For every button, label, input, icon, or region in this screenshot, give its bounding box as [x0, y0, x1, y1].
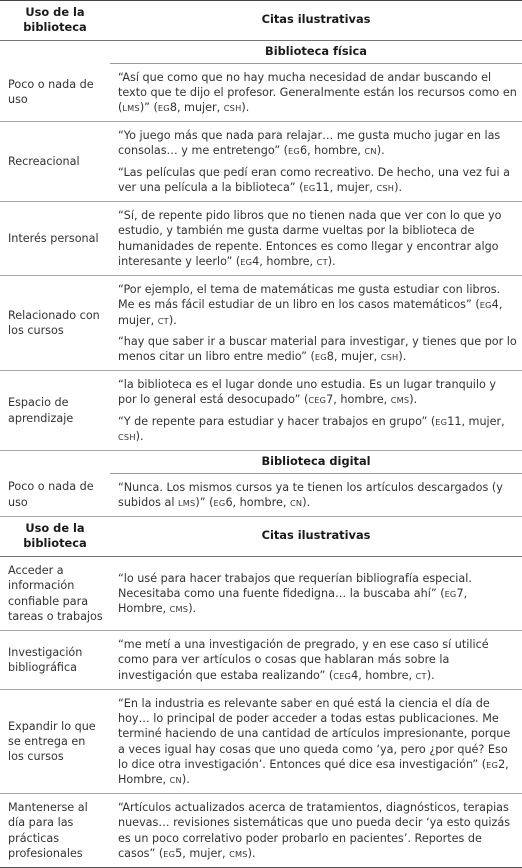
quote-text: )” (	[195, 495, 214, 509]
table-row	[0, 473, 522, 516]
quote	[118, 377, 518, 407]
quote	[118, 571, 518, 617]
quotes-cell	[110, 122, 522, 202]
quote-text: “Artículos actualizados acerca de tratamientos, diagnósticos, terapias nuevas… revisiones sistemáticas que uno pueda decir ‘ya esto quizás es un poco correlativo poder probarlo en pacientes’. Reportes de casos” (	[118, 801, 511, 860]
participant-info: 5, mujer,	[175, 846, 230, 860]
table-row	[0, 202, 522, 276]
quote-text: ).	[426, 668, 435, 682]
quote-text: “Las películas que pedí eran como recreativo. De hecho, una vez fui a ver una película a la biblioteca” (	[118, 165, 511, 194]
header-uso: Uso de la biblioteca	[0, 517, 110, 557]
table-row	[0, 371, 522, 451]
quotes-cell	[110, 276, 522, 371]
faculty-code: CSH	[223, 102, 242, 113]
quote-text: “Por ejemplo, el tema de matemáticas me gusta estudiar con libros. Me es más fácil estudiar de un libro en los casos matemáticos” (	[118, 283, 501, 312]
quote-text: “Yo juego más que nada para relajar… me gusta mucho jugar en las consolas… y me entretengo” (	[118, 129, 501, 158]
quote-text: ).	[409, 393, 418, 407]
participant-info: 8, mujer,	[326, 350, 381, 364]
table-row	[0, 557, 522, 631]
table-row	[0, 122, 522, 202]
quote	[118, 637, 518, 683]
quote-text: ).	[302, 495, 311, 509]
table-row	[0, 63, 522, 122]
faculty-code: CT	[316, 256, 328, 267]
quote-text: ).	[241, 100, 250, 114]
participant-info: 4, hombre,	[252, 254, 317, 268]
quote-text: “Y de repente para estudiar y hacer trabajos en grupo” (	[118, 414, 436, 428]
faculty-code: CSH	[380, 352, 399, 363]
quote	[118, 208, 518, 269]
interview-group-code: EG	[303, 182, 316, 193]
quote	[118, 282, 518, 328]
interview-group-code: EG	[288, 146, 300, 157]
interview-group-code: CEG	[333, 670, 352, 681]
quote-text: ).	[181, 772, 190, 786]
interview-group-code: EG	[240, 256, 253, 267]
quote	[118, 165, 518, 195]
use-label: Investigación bibliográfica	[0, 631, 110, 690]
quotes-cell	[110, 631, 522, 690]
quote-text: “Sí, de repente pido libros que no tienen nada que ver con lo que yo estudio, y también me gusta darme vueltas por la biblioteca de humanidades de repente. Entonces es como llegar y encontrar algo interesante y leerlo” (	[118, 209, 502, 268]
quote	[118, 414, 518, 444]
table-row	[0, 276, 522, 371]
citations-table-body	[0, 1, 522, 868]
faculty-code: CSH	[118, 431, 136, 442]
faculty-code: CMS	[390, 395, 410, 406]
use-label: Relacionado con los cursos	[0, 276, 110, 371]
quote-text: “Así que como que no hay mucha necesidad de andar buscando el texto que te dijo el profesor. Generalmente están los recursos como en (	[118, 70, 517, 114]
participant-info: 7, Hombre,	[118, 587, 468, 616]
use-label: Interés personal	[0, 202, 110, 276]
participant-info: 8, mujer,	[169, 100, 224, 114]
participant-info: 2, Hombre,	[118, 757, 509, 786]
interview-group-code: EG	[444, 589, 457, 599]
table-header-row-repeat	[0, 517, 522, 557]
source-code: LMS	[177, 497, 196, 508]
quote-text: “lo usé para hacer trabajos que requerían bibliografía especial. Necesitaba como una fuente fidedigna… la buscaba ahí” (	[118, 571, 472, 600]
quote-text: “hay que saber ir a buscar material para investigar, y tienes que por lo menos citar un libro entre medio” (	[118, 334, 517, 364]
faculty-code: CN	[289, 497, 303, 508]
faculty-code: CN	[364, 146, 377, 157]
use-label: Recreacional	[0, 122, 110, 202]
use-label: Poco o nada de uso	[0, 473, 110, 516]
interview-group-code: EG	[435, 416, 448, 427]
quote-text: ).	[376, 144, 385, 158]
quotes-cell	[110, 794, 522, 868]
quotes-cell	[110, 557, 522, 631]
interview-group-code: EG	[314, 352, 327, 363]
quote	[118, 696, 518, 787]
quotes-cell	[110, 202, 522, 276]
interview-group-code: EG	[163, 848, 176, 859]
quote-text: ).	[135, 429, 144, 443]
quote-text: )” (	[139, 100, 158, 114]
header-citas: Citas ilustrativas	[110, 1, 522, 41]
quote-text: ).	[394, 180, 403, 194]
use-label: Poco o nada de uso	[0, 63, 110, 122]
faculty-code: CN	[169, 774, 182, 785]
participant-info: 6, hombre,	[225, 495, 290, 509]
interview-group-code: EG	[157, 102, 170, 113]
quote-text: ).	[188, 602, 197, 616]
quote-text: “la biblioteca es el lugar donde uno estudia. Es un lugar tranquilo y por lo general está desocupado” (	[118, 378, 497, 407]
quotes-cell	[110, 473, 522, 516]
quotes-cell	[110, 371, 522, 451]
participant-info: 7, hombre,	[326, 393, 391, 407]
table-row	[0, 631, 522, 690]
quote-text: ).	[398, 350, 407, 364]
quotes-cell	[110, 689, 522, 793]
use-label: Mantenerse al día para las prácticas profesionales	[0, 794, 110, 868]
faculty-code: CT	[415, 670, 427, 681]
faculty-code: CMS	[229, 848, 248, 859]
table-header-row	[0, 1, 522, 41]
interview-group-code: EG	[479, 300, 492, 311]
section-blank	[0, 41, 110, 64]
quote	[118, 128, 518, 158]
header-uso: Uso de la biblioteca	[0, 1, 110, 41]
section-blank	[0, 451, 110, 474]
quote-text: “Nunca. Los mismos cursos ya te tienen los artículos descargados (y subidos al	[118, 480, 503, 509]
interview-group-code: CEG	[308, 395, 327, 406]
participant-info: 4, hombre,	[351, 668, 416, 682]
quote	[118, 800, 518, 861]
participant-info: 4, mujer,	[118, 298, 503, 327]
section-title: Biblioteca física	[110, 41, 522, 64]
faculty-code: CT	[157, 315, 169, 326]
table-row	[0, 689, 522, 793]
participant-info: 11, mujer,	[447, 414, 505, 428]
use-label: Expandir lo que se entrega en los cursos	[0, 689, 110, 793]
interview-group-code: EG	[213, 497, 226, 508]
quote-text: ).	[247, 846, 256, 860]
participant-info: 11, mujer,	[315, 180, 377, 194]
quote-text: “En la industria es relevante saber en qué está la ciencia el día de hoy… lo principal de poder acceder a todas estas publicaciones. Me terminé haciendo de una cantidad de artículos impresionante, porque a veces igual hay cosas que uno queda como ‘ya, pero ¿por qué? Eso lo dice otra investigación’. Entonces qué dice esa investigación” (	[118, 696, 511, 771]
use-label: Espacio de aprendizaje	[0, 371, 110, 451]
quote	[118, 70, 518, 116]
header-citas: Citas ilustrativas	[110, 517, 522, 557]
faculty-code: CMS	[169, 604, 189, 615]
section-title: Biblioteca digital	[110, 451, 522, 474]
table-row	[0, 794, 522, 868]
section-header-row	[0, 41, 522, 64]
quotes-cell	[110, 63, 522, 122]
section-header-row	[0, 451, 522, 474]
participant-info: 6, hombre,	[299, 144, 365, 158]
use-label: Acceder a información confiable para tareas o trabajos	[0, 557, 110, 631]
quote	[118, 334, 518, 364]
faculty-code: CSH	[376, 182, 395, 193]
quote-text: ).	[327, 254, 336, 268]
source-code: LMS	[122, 102, 140, 113]
quote	[118, 480, 518, 510]
quote-text: ).	[168, 313, 177, 327]
interview-group-code: EG	[486, 759, 499, 770]
quote-text: “me metí a una investigación de pregrado, y en ese caso sí utilicé como para ver artículos o cosas que hablaran más sobre la investigación que estaba realizando” (	[118, 638, 489, 682]
